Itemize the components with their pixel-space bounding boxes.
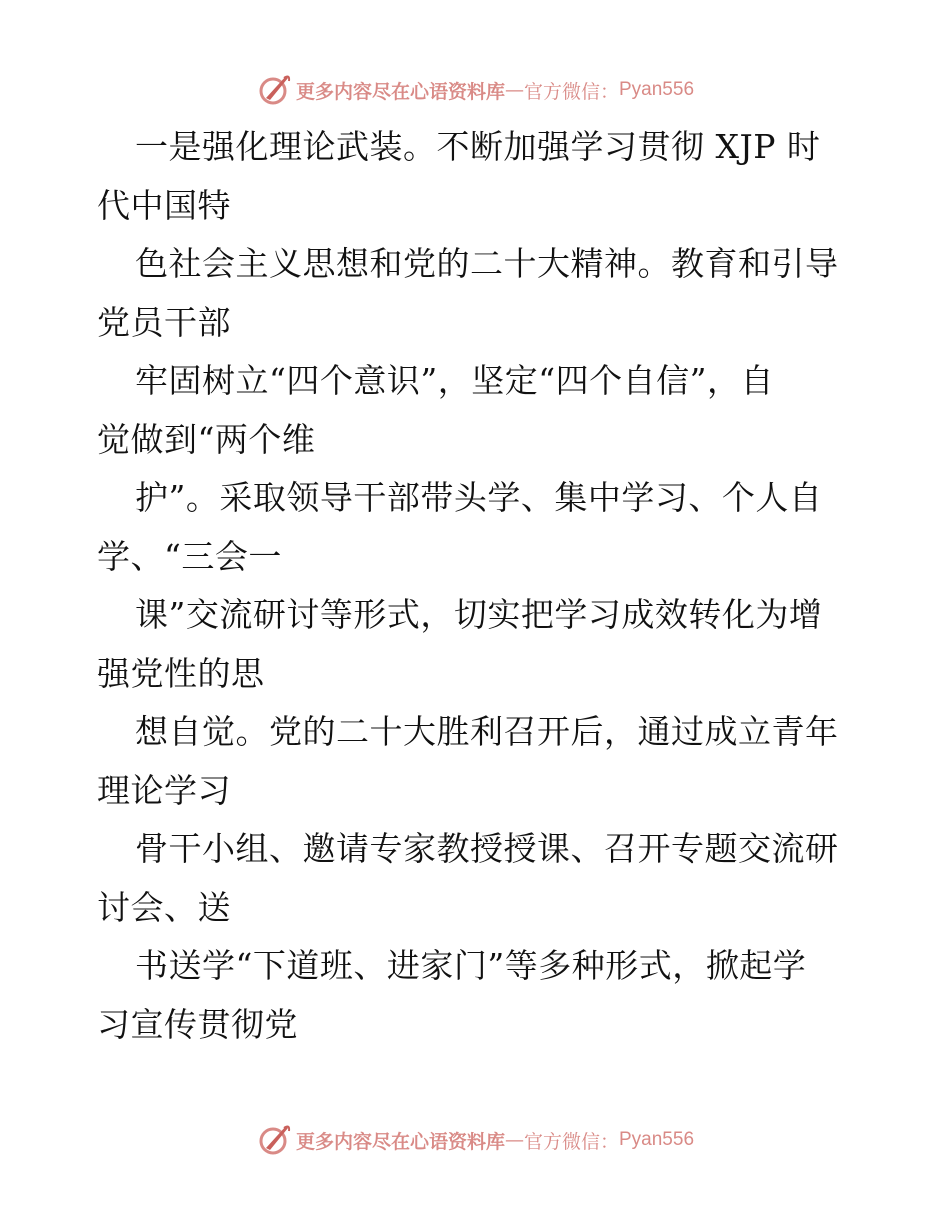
text-line: 理论学习 bbox=[97, 770, 231, 810]
text-line: 想自觉。党的二十大胜利召开后，通过成立青年 bbox=[135, 712, 839, 751]
text-line: 护”。采取领导干部带头学、集中学习、个人自 bbox=[135, 478, 823, 517]
watermark-wechat-label: 官方微信： bbox=[523, 80, 619, 103]
text-line: 党员干部 bbox=[97, 302, 231, 342]
text-line: 骨干小组、邀请专家教授授课、召开专题交流研 bbox=[135, 829, 839, 868]
text-line: 学、“三会一 bbox=[97, 536, 282, 576]
text-line: 代中国特 bbox=[97, 185, 231, 225]
text-line: 牢固树立“四个意识”，坚定“四个自信”，自 bbox=[135, 361, 774, 400]
text-line: 色社会主义思想和党的二十大精神。教育和引导 bbox=[135, 244, 839, 283]
text-line: 觉做到“两个维 bbox=[97, 419, 316, 459]
text-line: 强党性的思 bbox=[97, 653, 265, 693]
text-line: 课”交流研讨等形式，切实把学习成效转化为增 bbox=[135, 595, 823, 634]
watermark-main-text: 更多内容尽在心语资料库 bbox=[295, 80, 505, 103]
quill-logo-icon bbox=[256, 72, 292, 108]
body-text bbox=[97, 118, 857, 1054]
watermark-main-text: 更多内容尽在心语资料库 bbox=[295, 1130, 505, 1153]
footer-watermark bbox=[0, 1120, 950, 1160]
text-line: 习宣传贯彻党 bbox=[97, 1004, 298, 1044]
text-line: 一是强化理论武装。不断加强学习贯彻 XJP 时 bbox=[135, 127, 821, 166]
header-watermark bbox=[0, 70, 950, 110]
watermark-wechat-id: Pyan556 bbox=[619, 79, 695, 100]
watermark-separator: — bbox=[504, 1129, 524, 1151]
text-line: 书送学“下道班、进家门”等多种形式，掀起学 bbox=[135, 946, 807, 985]
text-line: 讨会、送 bbox=[97, 887, 231, 927]
quill-logo-icon bbox=[256, 1122, 292, 1158]
watermark-separator: — bbox=[504, 79, 524, 101]
watermark-wechat-label: 官方微信： bbox=[523, 1130, 619, 1153]
watermark-wechat-id: Pyan556 bbox=[619, 1129, 695, 1150]
